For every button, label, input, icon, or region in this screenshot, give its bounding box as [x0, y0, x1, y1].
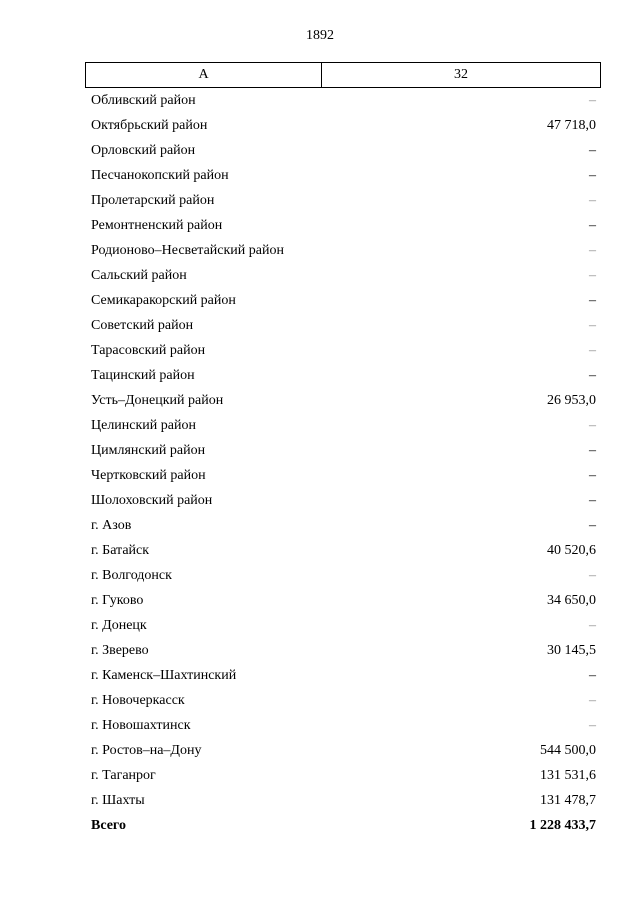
row-name: Обливский район — [91, 92, 196, 108]
column-header-32: 32 — [454, 67, 468, 82]
row-value: – — [589, 717, 596, 733]
table-row — [91, 238, 596, 263]
row-name: Родионово–Несветайский район — [91, 242, 284, 258]
row-name: Шолоховский район — [91, 492, 213, 508]
row-name: г. Шахты — [91, 792, 145, 808]
row-value: – — [589, 567, 596, 583]
row-value: – — [589, 492, 596, 508]
table-row — [91, 463, 596, 488]
row-value: – — [589, 167, 596, 183]
row-name: Усть–Донецкий район — [91, 392, 224, 408]
table-row — [91, 638, 596, 663]
row-value: – — [589, 367, 596, 383]
row-name: г. Волгодонск — [91, 567, 172, 583]
row-name: г. Каменск–Шахтинский — [91, 667, 237, 683]
row-name: Октябрьский район — [91, 117, 208, 133]
row-name: Тацинский район — [91, 367, 195, 383]
table-row — [91, 563, 596, 588]
table-row — [91, 538, 596, 563]
table-row — [91, 513, 596, 538]
table-row — [91, 363, 596, 388]
row-value: – — [589, 192, 596, 208]
table-row — [91, 438, 596, 463]
row-value: – — [589, 517, 596, 533]
row-name: г. Донецк — [91, 617, 147, 633]
table-row — [91, 388, 596, 413]
row-value: 1 228 433,7 — [529, 817, 596, 833]
row-value: – — [589, 217, 596, 233]
row-name: Песчанокопский район — [91, 167, 229, 183]
row-value: – — [589, 667, 596, 683]
row-value: 30 145,5 — [547, 642, 596, 658]
row-name: Целинский район — [91, 417, 196, 433]
table-row — [91, 613, 596, 638]
page-number: 1892 — [306, 28, 334, 43]
row-value: – — [589, 242, 596, 258]
row-value: 40 520,6 — [547, 542, 596, 558]
table-row — [91, 788, 596, 813]
row-name: г. Новочеркасск — [91, 692, 185, 708]
table-row — [91, 338, 596, 363]
row-name: Орловский район — [91, 142, 196, 158]
row-value: 26 953,0 — [547, 392, 596, 408]
row-name: г. Ростов–на–Дону — [91, 742, 202, 758]
table-row-total — [91, 813, 596, 838]
row-value: – — [589, 267, 596, 283]
column-header-a: А — [86, 63, 322, 87]
row-value: – — [589, 617, 596, 633]
row-value: 34 650,0 — [547, 592, 596, 608]
row-value: 131 478,7 — [540, 792, 596, 808]
row-value: 47 718,0 — [547, 117, 596, 133]
row-value: – — [589, 442, 596, 458]
table-body — [91, 88, 596, 838]
table-row — [91, 413, 596, 438]
row-value: – — [589, 92, 596, 108]
row-name: Ремонтненский район — [91, 217, 223, 233]
table-row — [91, 763, 596, 788]
row-value: – — [589, 142, 596, 158]
table-row — [91, 663, 596, 688]
table-row — [91, 163, 596, 188]
row-value: – — [589, 292, 596, 308]
table-row — [91, 138, 596, 163]
row-value: – — [589, 467, 596, 483]
row-name: Пролетарский район — [91, 192, 215, 208]
row-name: г. Гуково — [91, 592, 144, 608]
row-value: – — [589, 417, 596, 433]
row-name: г. Новошахтинск — [91, 717, 191, 733]
row-name: Цимлянский район — [91, 442, 206, 458]
table-row — [91, 738, 596, 763]
table-row — [91, 263, 596, 288]
row-name: Семикаракорский район — [91, 292, 236, 308]
table-row — [91, 313, 596, 338]
table-row — [91, 88, 596, 113]
table-row — [91, 488, 596, 513]
row-name: г. Азов — [91, 517, 132, 533]
table-row — [91, 688, 596, 713]
row-value: – — [589, 342, 596, 358]
row-value: 544 500,0 — [540, 742, 596, 758]
row-name: г. Таганрог — [91, 767, 156, 783]
row-name: Всего — [91, 817, 126, 833]
row-value: – — [589, 692, 596, 708]
table-row — [91, 288, 596, 313]
row-value: – — [589, 317, 596, 333]
row-name: Чертковский район — [91, 467, 206, 483]
table-row — [91, 188, 596, 213]
table-row — [91, 113, 596, 138]
row-name: Советский район — [91, 317, 194, 333]
row-name: г. Батайск — [91, 542, 150, 558]
table-row — [91, 588, 596, 613]
row-value: 131 531,6 — [540, 767, 596, 783]
table-row — [91, 713, 596, 738]
row-name: г. Зверево — [91, 642, 149, 658]
table-row — [91, 213, 596, 238]
row-name: Сальский район — [91, 267, 187, 283]
table-header — [85, 62, 601, 88]
row-name: Тарасовский район — [91, 342, 206, 358]
